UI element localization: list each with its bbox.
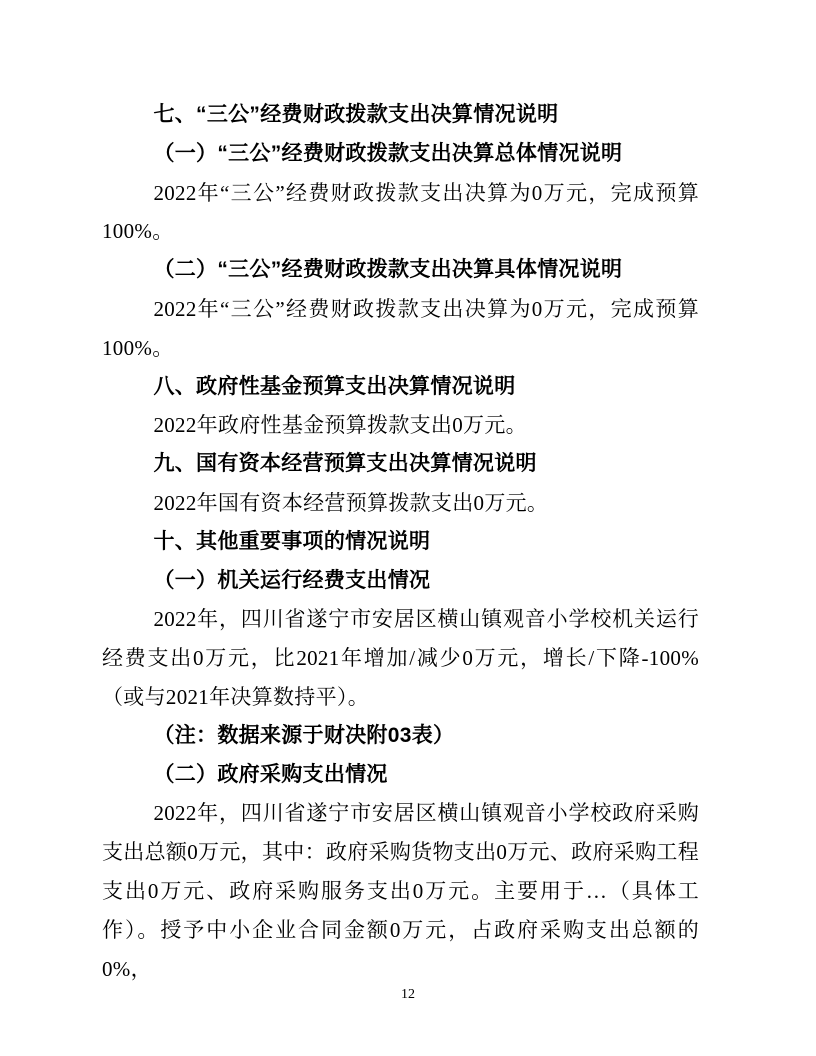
paragraph-agency-operating-expenses: 2022年，四川省遂宁市安居区横山镇观音小学校机关运行经费支出0万元，比2021年增加/减少0万元，增长/下降-100%（或与2021年决算数持平）。 xyxy=(102,607,699,709)
paragraph-state-capital-expenditure: 2022年国有资本经营预算拨款支出0万元。 xyxy=(153,490,549,515)
heading-10-1-agency-operating-expenses: （一）机关运行经费支出情况 xyxy=(153,568,431,592)
document-body xyxy=(102,96,699,988)
heading-section-10-other-important-matters: 十、其他重要事项的情况说明 xyxy=(153,529,431,553)
heading-10-2-government-procurement: （二）政府采购支出情况 xyxy=(153,762,388,786)
heading-7-2-specific-situation: （二）“三公”经费财政拨款支出决算具体情况说明 xyxy=(153,258,623,282)
page-number: 12 xyxy=(401,987,415,1002)
heading-note-data-source: （注：数据来源于财决附03表） xyxy=(153,723,455,747)
paragraph-government-procurement: 2022年，四川省遂宁市安居区横山镇观音小学校政府采购支出总额0万元，其中：政府采购货物支出0万元、政府采购工程支出0万元、政府采购服务支出0万元。主要用于…（具体工作）。授予中小企业合同金额0万元，占政府采购支出总额的0%， xyxy=(102,801,699,981)
heading-section-8-government-fund-budget: 八、政府性基金预算支出决算情况说明 xyxy=(153,374,516,398)
heading-7-1-overall-situation: （一）“三公”经费财政拨款支出决算总体情况说明 xyxy=(153,141,623,165)
heading-section-9-state-capital-budget: 九、国有资本经营预算支出决算情况说明 xyxy=(153,452,537,476)
paragraph-specific-expenditure: 2022年“三公”经费财政拨款支出决算为0万元，完成预算100%。 xyxy=(102,296,699,360)
paragraph-overall-expenditure: 2022年“三公”经费财政拨款支出决算为0万元，完成预算100%。 xyxy=(102,180,699,244)
heading-section-7-three-public-funds: 七、“三公”经费财政拨款支出决算情况说明 xyxy=(153,103,559,126)
paragraph-government-fund-expenditure: 2022年政府性基金预算拨款支出0万元。 xyxy=(153,413,527,438)
